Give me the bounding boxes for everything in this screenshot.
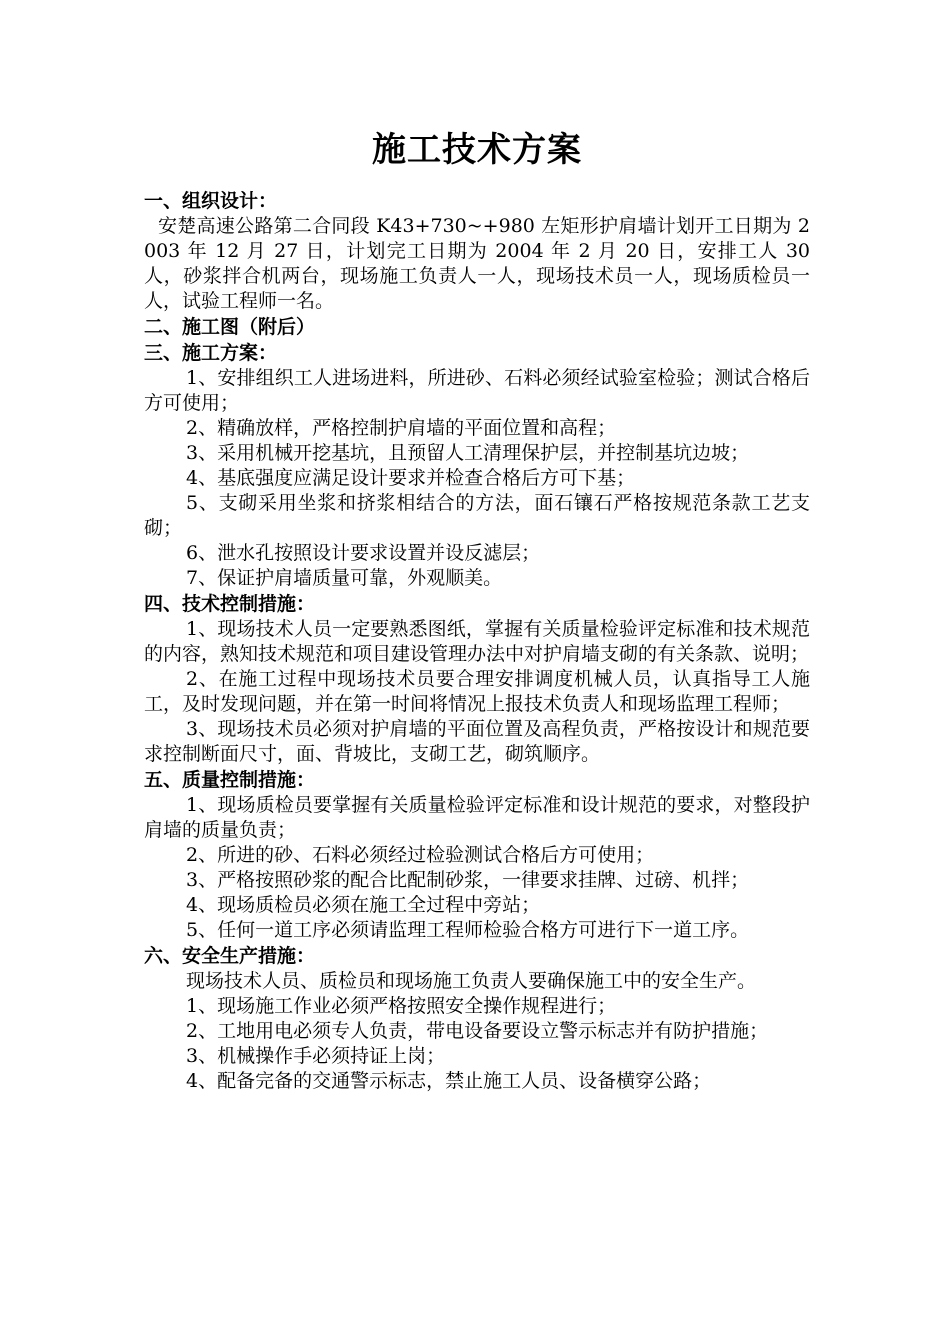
document-body: [144, 188, 810, 1094]
section-paragraph: 1、安排组织工人进场进料，所进砂、石料必须经试验室检验；测试合格后方可使用；: [144, 367, 810, 414]
document-section: [144, 188, 810, 314]
document-title: 施工技术方案: [372, 130, 582, 170]
section-paragraph: 2、精确放样，严格控制护肩墙的平面位置和高程；: [186, 417, 617, 439]
section-paragraph: 4、基底强度应满足设计要求并检查合格后方可下基；: [186, 467, 636, 489]
section-paragraph: 安楚高速公路第二合同段 K43+730~+980 左矩形护肩墙计划开工日期为 2003 年 12 月 27 日，计划完工日期为 2004 年 2 月 20 日，安排工人 30 人，砂浆拌合机两台，现场施工负责人一人，现场技术员一人，现场质检员一人，试验工程师一名。: [144, 215, 810, 312]
document-section: [144, 314, 810, 340]
section-paragraph: 1、现场施工作业必须严格按照安全操作规程进行；: [186, 995, 617, 1017]
document-section: [144, 340, 810, 591]
section-paragraph: 3、采用机械开挖基坑，且预留人工清理保护层，并控制基坑边坡；: [186, 442, 750, 464]
section-paragraph: 3、现场技术员必须对护肩墙的平面位置及高程负责，严格按设计和规范要求控制断面尺寸，面、背坡比，支砌工艺，砌筑顺序。: [144, 718, 810, 765]
section-paragraph: 4、配备完备的交通警示标志，禁止施工人员、设备横穿公路；: [186, 1070, 712, 1092]
section-paragraph: 6、泄水孔按照设计要求设置并设反滤层；: [186, 542, 541, 564]
section-heading: 四、技术控制措施：: [144, 593, 316, 615]
section-paragraph: 2、所进的砂、石料必须经过检验测试合格后方可使用；: [186, 844, 655, 866]
section-heading: 一、组织设计：: [144, 190, 278, 212]
section-heading: 三、施工方案：: [144, 342, 278, 364]
section-heading: 二、施工图（附后）: [144, 316, 316, 338]
section-paragraph: 7、保证护肩墙质量可靠，外观顺美。: [186, 567, 503, 589]
section-paragraph: 3、严格按照砂浆的配合比配制砂浆，一律要求挂牌、过磅、机拌；: [186, 869, 750, 891]
document-section: [144, 591, 810, 767]
document-section: [144, 767, 810, 943]
section-heading: 五、质量控制措施：: [144, 769, 316, 791]
section-paragraph: 2、在施工过程中现场技术员要合理安排调度机械人员，认真指导工人施工，及时发现问题，并在第一时间将情况上报技术负责人和现场监理工程师；: [144, 668, 810, 715]
section-paragraph: 1、现场技术人员一定要熟悉图纸，掌握有关质量检验评定标准和技术规范的内容，熟知技术规范和项目建设管理办法中对护肩墙支砌的有关条款、说明；: [144, 618, 810, 665]
section-paragraph: 1、现场质检员要掌握有关质量检验评定标准和设计规范的要求，对整段护肩墙的质量负责；: [144, 794, 810, 841]
section-paragraph: 4、现场质检员必须在施工全过程中旁站；: [186, 894, 541, 916]
section-paragraph: 5、支砌采用坐浆和挤浆相结合的方法，面石镶石严格按规范条款工艺支砌；: [144, 492, 810, 539]
section-paragraph: 现场技术人员、质检员和现场施工负责人要确保施工中的安全生产。: [186, 970, 757, 992]
section-heading: 六、安全生产措施：: [144, 945, 316, 967]
section-paragraph: 3、机械操作手必须持证上岗；: [186, 1045, 446, 1067]
section-paragraph: 2、工地用电必须专人负责，带电设备要设立警示标志并有防护措施；: [186, 1020, 769, 1042]
section-paragraph: 5、任何一道工序必须请监理工程师检验合格方可进行下一道工序。: [186, 919, 750, 941]
document-section: [144, 943, 810, 1094]
